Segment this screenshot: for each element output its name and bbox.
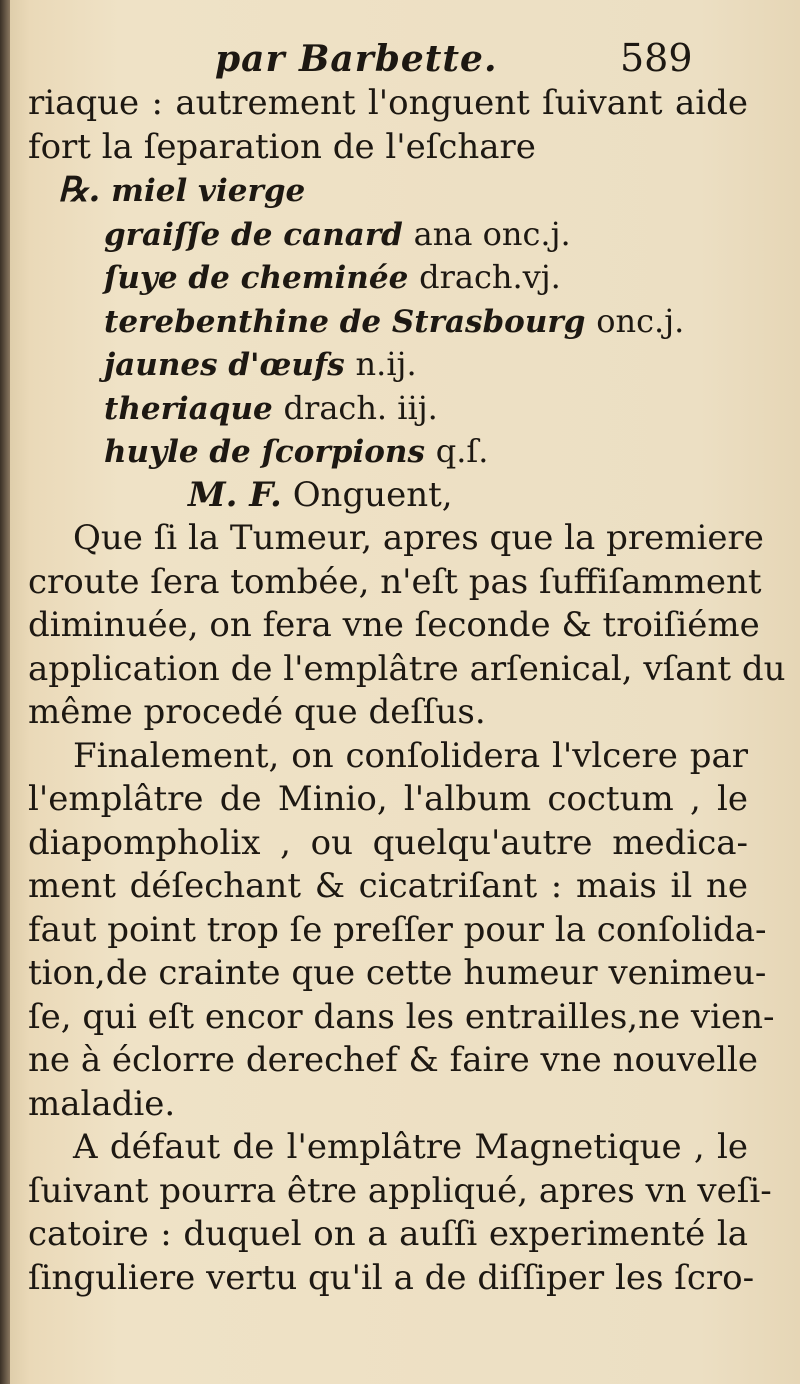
text-line: faut point trop ſe preſſer pour la conſolida- [28, 909, 767, 950]
recipe-ingredient: jaunes d'œufs n.ij. [104, 345, 417, 383]
recipe-closing [28, 474, 748, 518]
text-line: Que ſi la Tumeur, apres que la premiere [73, 518, 764, 558]
text-line: fort la ſeparation de l'eſchare [28, 126, 536, 167]
recipe-first-ingredient: miel vierge [111, 173, 306, 209]
text-line: diapompholix , ou quelqu'autre medica- [28, 822, 748, 863]
binding-gutter [0, 0, 10, 1384]
text-line: croute ſera tombée, n'eſt pas ſuffiſamment [28, 561, 762, 602]
recipe-ingredient: theriaque drach. iij. [104, 388, 438, 427]
text-line: ne à éclorre derechef & faire vne nouvelle [28, 1040, 759, 1080]
page-number: 589 [620, 36, 693, 80]
text-line: ſuivant pourra être appliqué, apres vn veſi- [28, 1170, 772, 1211]
text-line: ment déſechant & cicatriſant : mais il ne [28, 866, 748, 906]
text-line: riaque : autrement l'onguent ſuivant aide [28, 83, 748, 123]
text-line: diminuée, on fera vne ſeconde & troiſiéme [28, 605, 760, 645]
text-line: A défaut de l'emplâtre Magnetique , le [73, 1127, 748, 1167]
body-text [28, 82, 786, 1300]
text-line: catoire : duquel on a auſſi experimenté la [28, 1214, 748, 1254]
recipe-ingredient: graiſſe de canard ana onc.j. [104, 214, 571, 253]
text-line: Finalement, on conſolidera l'vlcere par [73, 735, 748, 776]
text-line: ſe, qui eſt encor dans les entrailles,ne vien- [28, 996, 775, 1037]
text-line: l'emplâtre de Minio, l'album coctum , le [28, 779, 748, 819]
text-line: tion,de crainte que cette humeur venimeu- [28, 953, 767, 993]
text-line: ſinguliere vertu qu'il a de diſſiper les ſcro- [28, 1257, 755, 1298]
text-line: application de l'emplâtre arſenical, vſant du [28, 648, 786, 689]
recipe-symbol: ℞. [58, 170, 101, 210]
recipe-header [28, 169, 748, 213]
recipe-closing-abbr: M. F. [188, 474, 282, 515]
recipe-closing-word: Onguent, [292, 474, 453, 515]
text-line: maladie. [28, 1083, 176, 1124]
recipe-ingredient: ſuye de cheminée drach.vj. [104, 258, 561, 296]
running-head: par Barbette. [215, 38, 498, 80]
recipe-ingredient: terebenthine de Strasbourg onc.j. [104, 301, 685, 340]
text-line: même procedé que deſſus. [28, 692, 486, 732]
recipe-ingredient: huyle de ſcorpions q.ſ. [104, 432, 489, 470]
